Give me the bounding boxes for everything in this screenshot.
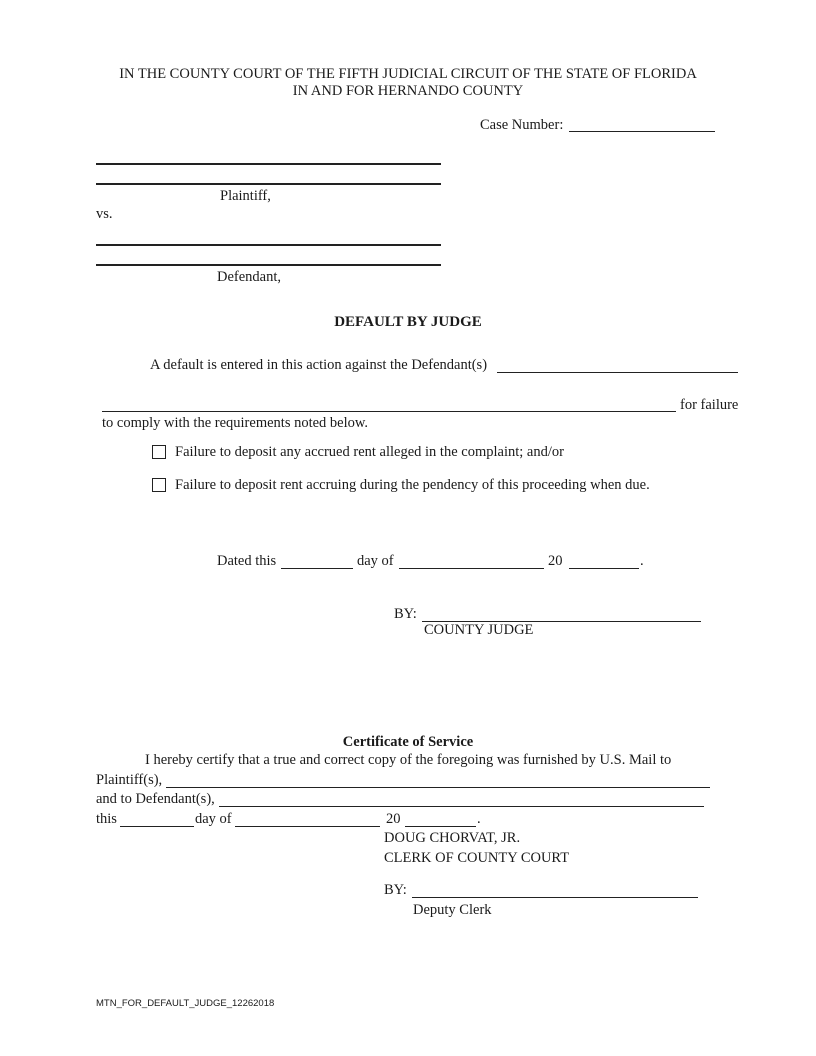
vs-label: vs. xyxy=(96,206,113,222)
defendant-name-line-1[interactable] xyxy=(96,244,441,246)
for-failure-text: for failure xyxy=(680,397,739,413)
court-heading-line1: IN THE COUNTY COURT OF THE FIFTH JUDICIAL CIRCUIT OF THE STATE OF FLORIDA xyxy=(119,66,697,82)
certificate-month-field[interactable] xyxy=(235,826,380,827)
certificate-period: . xyxy=(477,811,481,827)
dated-year-prefix: 20 xyxy=(548,553,563,569)
defendant-names-field[interactable] xyxy=(497,372,738,373)
clerk-title: CLERK OF COUNTY COURT xyxy=(384,850,570,866)
plaintiff-name-line-2[interactable] xyxy=(96,183,441,185)
deputy-clerk-label: Deputy Clerk xyxy=(413,902,492,918)
pendency-rent-label: Failure to deposit rent accruing during the pendency of this proceeding when due. xyxy=(175,477,650,493)
case-number-label: Case Number: xyxy=(480,117,564,133)
certificate-year-prefix: 20 xyxy=(386,811,401,827)
accrued-rent-label: Failure to deposit any accrued rent alleged in the complaint; and/or xyxy=(175,444,564,460)
comply-text: to comply with the requirements noted below. xyxy=(102,415,369,431)
certificate-plaintiffs-label: Plaintiff(s), xyxy=(96,772,163,788)
plaintiff-label: Plaintiff, xyxy=(220,188,271,204)
certificate-defendants-field[interactable] xyxy=(219,806,704,807)
dated-period: . xyxy=(640,553,644,569)
certificate-plaintiffs-field[interactable] xyxy=(166,787,710,788)
dated-day-of-label: day of xyxy=(357,553,394,569)
pendency-rent-checkbox[interactable] xyxy=(152,478,166,492)
dated-year-field[interactable] xyxy=(569,568,639,569)
defendant-name-line-2[interactable] xyxy=(96,264,441,266)
certificate-statement: I hereby certify that a true and correct copy of the foregoing was furnished by U.S. Mail to xyxy=(145,752,672,768)
certificate-defendants-label: and to Defendant(s), xyxy=(96,791,215,807)
court-heading-line2: IN AND FOR HERNANDO COUNTY xyxy=(292,83,524,99)
dated-month-field[interactable] xyxy=(399,568,544,569)
case-number-field[interactable] xyxy=(569,131,715,132)
defendant-names-field-continued[interactable] xyxy=(102,411,676,412)
plaintiff-name-line-1[interactable] xyxy=(96,163,441,165)
clerk-name: DOUG CHORVAT, JR. xyxy=(384,830,521,846)
certificate-this-label: this xyxy=(96,811,117,827)
certificate-day-field[interactable] xyxy=(120,826,194,827)
dated-this-label: Dated this xyxy=(217,553,277,569)
default-intro-text: A default is entered in this action against the Defendant(s) xyxy=(150,357,488,373)
document-title: DEFAULT BY JUDGE xyxy=(334,314,482,330)
clerk-by-label: BY: xyxy=(384,882,407,898)
defendant-label: Defendant, xyxy=(217,269,282,285)
certificate-day-of-label: day of xyxy=(195,811,232,827)
accrued-rent-checkbox[interactable] xyxy=(152,445,166,459)
certificate-year-field[interactable] xyxy=(405,826,476,827)
county-judge-label: COUNTY JUDGE xyxy=(424,622,534,638)
deputy-clerk-signature-field[interactable] xyxy=(412,897,698,898)
form-id-footer: MTN_FOR_DEFAULT_JUDGE_12262018 xyxy=(96,998,275,1009)
dated-day-field[interactable] xyxy=(281,568,353,569)
judge-by-label: BY: xyxy=(394,606,417,622)
certificate-heading: Certificate of Service xyxy=(342,734,474,750)
